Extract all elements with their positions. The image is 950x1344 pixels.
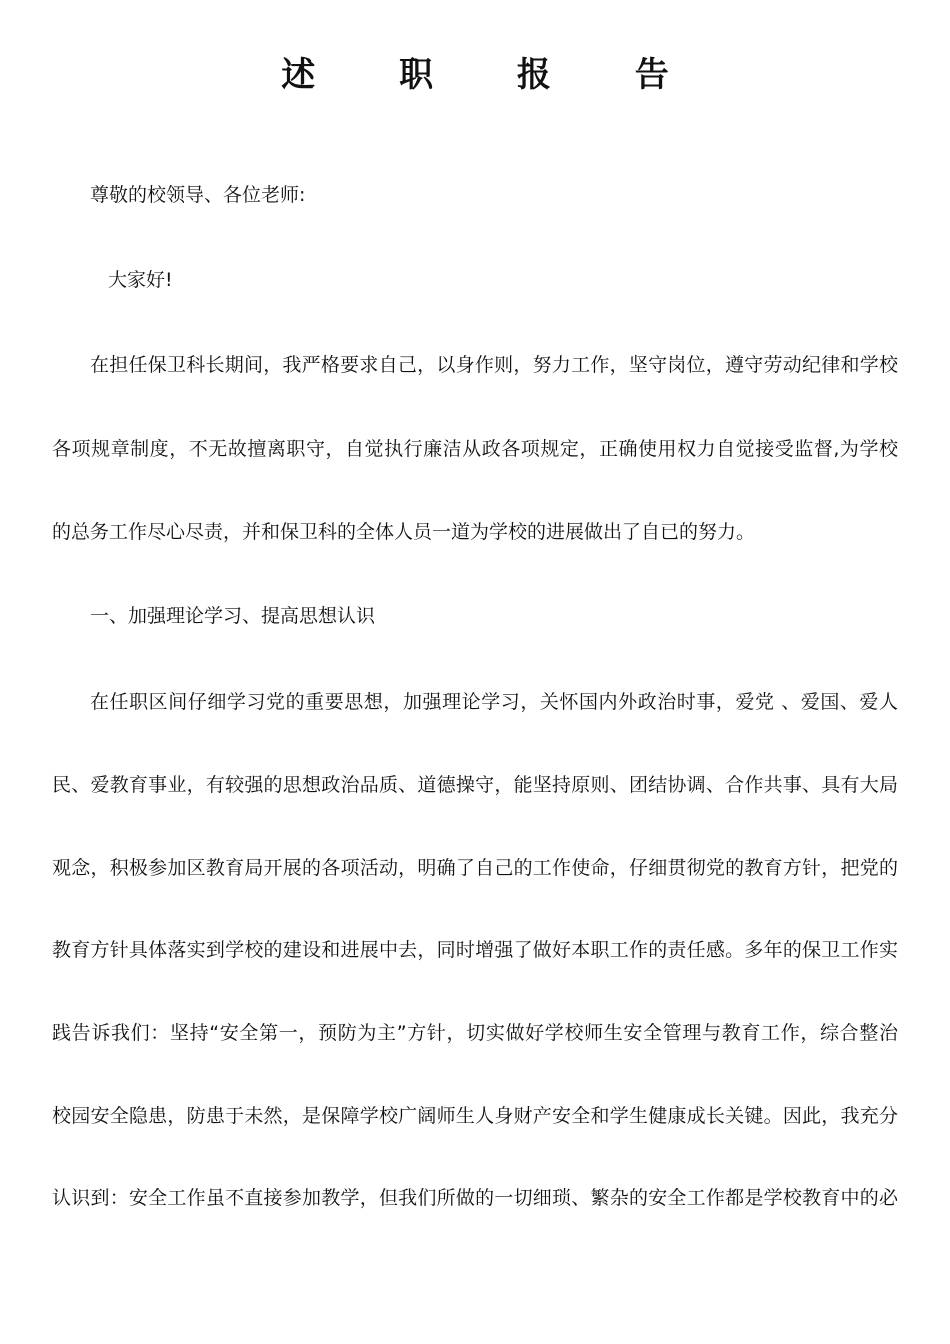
paragraph-line: 在担任保卫科长期间，我严格要求自己，以身作则，努力工作，坚守岗位，遵守劳动纪律和学校 bbox=[90, 354, 898, 376]
paragraph-line: 各项规章制度，不无故擅离职守，自觉执行廉洁从政各项规定，正确使用权力自觉接受监督,为学校 bbox=[52, 438, 898, 460]
paragraph-line: 的总务工作尽心尽责，并和保卫科的全体人员一道为学校的进展做出了自已的努力。 bbox=[52, 521, 756, 543]
paragraph-line: 民、爱教育事业，有较强的思想政治品质、道德操守，能坚持原则、团结协调、合作共事、具有大局 bbox=[52, 774, 898, 796]
salutation: 尊敬的校领导、各位老师: bbox=[90, 184, 306, 206]
paragraph-line: 观念，积极参加区教育局开展的各项活动，明确了自己的工作使命，仔细贯彻党的教育方针，把党的 bbox=[52, 857, 898, 879]
section-heading: 一、加强理论学习、提高思想认识 bbox=[90, 605, 376, 627]
paragraph-line: 校园安全隐患，防患于未然，是保障学校广阔师生人身财产安全和学生健康成长关键。因此，我充分 bbox=[52, 1105, 898, 1127]
paragraph-line: 教育方针具体落实到学校的建设和进展中去，同时增强了做好本职工作的责任感。多年的保卫工作实 bbox=[52, 939, 898, 961]
paragraph-line: 在任职区间仔细学习党的重要思想，加强理论学习，关怀国内外政治时事，爱党 、爱国、爱人 bbox=[90, 691, 898, 713]
greeting: 大家好! bbox=[108, 269, 173, 291]
document-title: 述 职 报 告 bbox=[281, 55, 705, 95]
paragraph-line: 认识到：安全工作虽不直接参加教学，但我们所做的一切细琐、繁杂的安全工作都是学校教育中的必 bbox=[52, 1187, 898, 1209]
paragraph-line: 践告诉我们：坚持“安全第一，预防为主”方针，切实做好学校师生安全管理与教育工作，综合整治 bbox=[52, 1022, 898, 1044]
